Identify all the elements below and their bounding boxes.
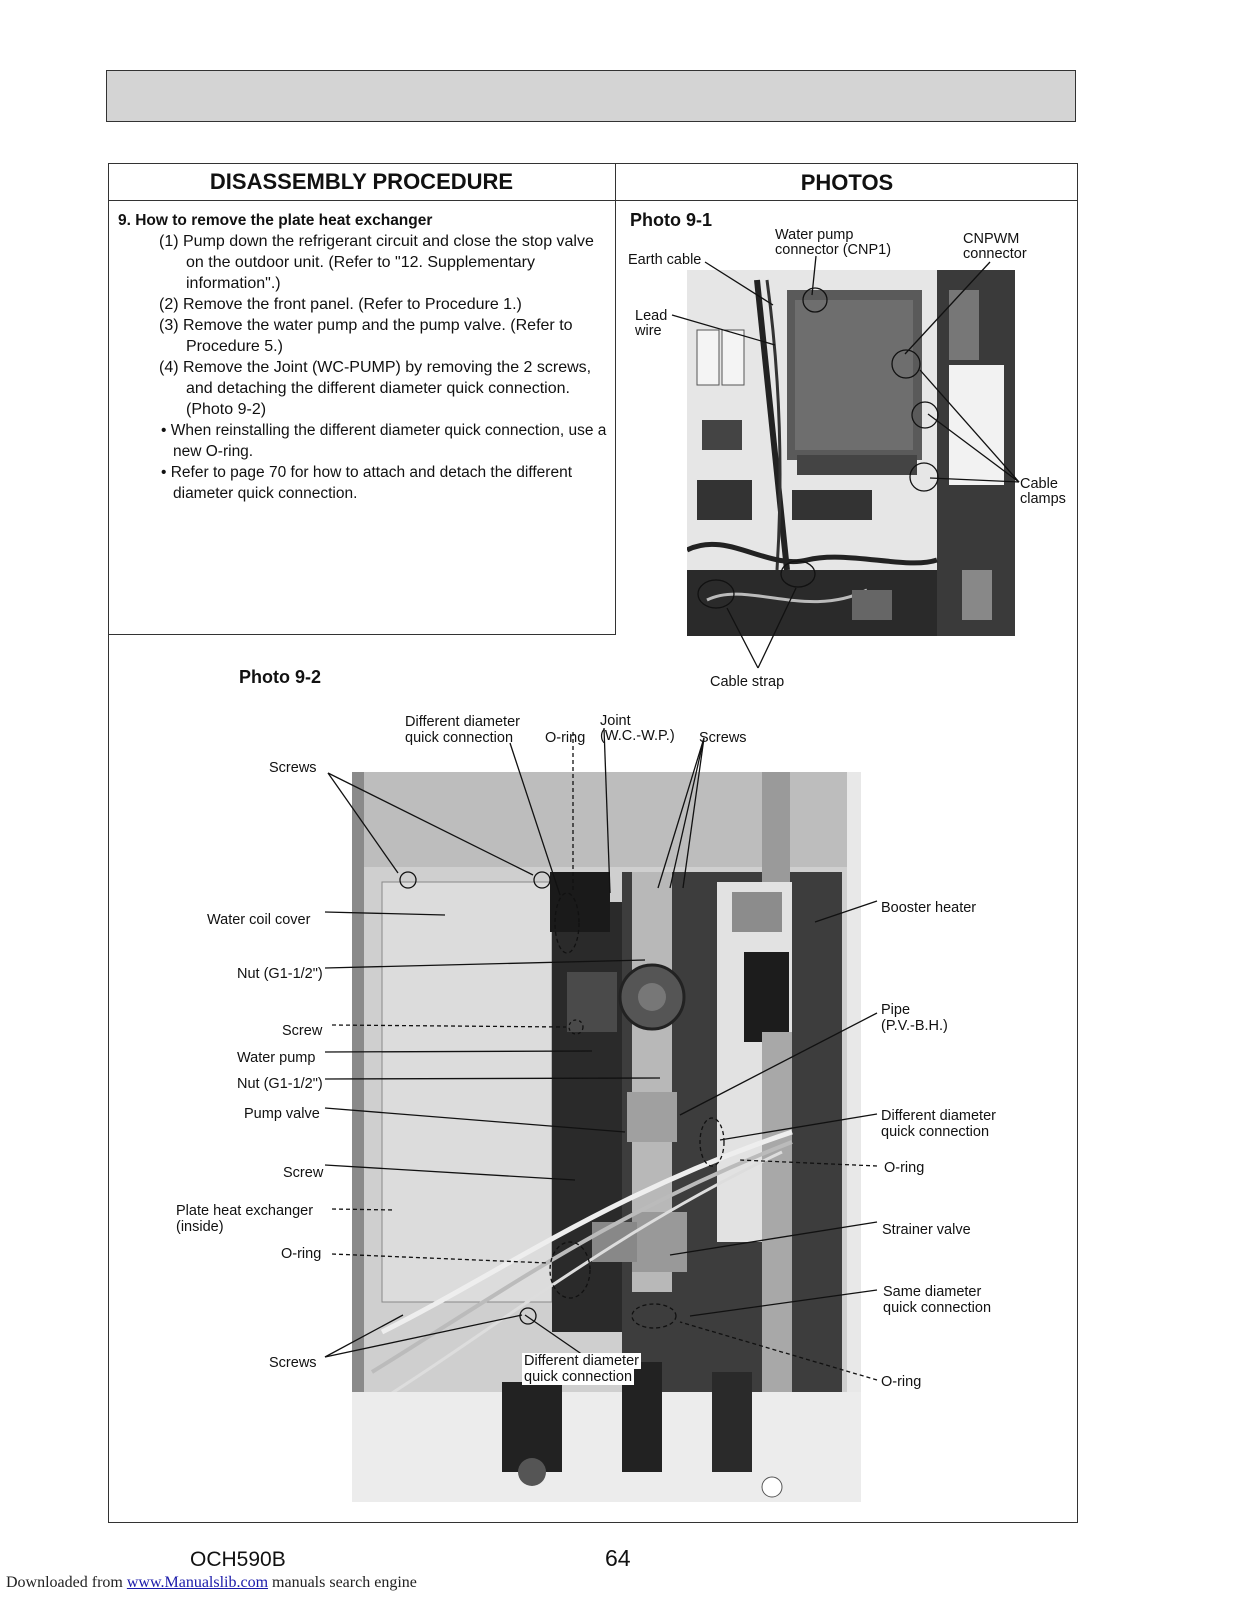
label-nut-1: Nut (G1-1/2") [237,966,323,982]
procedure-header: DISASSEMBLY PROCEDURE [108,163,616,201]
label-water-coil-cover: Water coil cover [207,912,311,928]
label-water-pump-connector: Water pump [775,227,854,243]
label-pipe: (P.V.-B.H.) [881,1018,948,1034]
label-screw-2: Screw [283,1165,324,1181]
label-oring-right-1: O-ring [884,1160,925,1176]
label-booster-heater: Booster heater [881,900,977,916]
photo2-title: Photo 9-2 [239,667,322,687]
label-cnpwm: connector [963,246,1027,262]
page-number: 64 [605,1545,631,1571]
label-screws-top: Screws [699,730,747,746]
label-screws-left-bottom: Screws [269,1355,317,1371]
photos-header: PHOTOS [616,163,1078,201]
label-nut-2: Nut (G1-1/2") [237,1076,323,1092]
label-oring-right-2: O-ring [881,1374,922,1390]
procedure-step: (4) Remove the Joint (WC-PUMP) by removing the 2 screws, and detaching the different diameter quick connection. (Photo 9-2) [159,359,592,418]
label-screws-left-top: Screws [269,760,317,776]
label-screw-1: Screw [282,1023,323,1039]
label-plate-heat-exchanger: Plate heat exchanger [176,1203,314,1219]
procedure-step: (3) Remove the water pump and the pump valve. (Refer to Procedure 5.) [159,317,573,355]
label-diff-dia-bottom: quick connection [524,1369,633,1385]
label-diff-dia-top: quick connection [405,730,514,746]
label-same-dia: quick connection [883,1300,992,1316]
download-prefix: Downloaded from [6,1574,127,1591]
procedure-step: (2) Remove the front panel. (Refer to Procedure 1.) [159,296,522,313]
label-water-pump-connector: connector (CNP1) [775,242,892,258]
label-joint: (W.C.-W.P.) [600,728,675,744]
label-oring-top: O-ring [545,730,586,746]
label-diff-dia-top: Different diameter [405,714,520,730]
label-pipe: Pipe [881,1002,911,1018]
label-water-pump: Water pump [237,1050,316,1066]
label-oring-left: O-ring [281,1246,322,1262]
label-joint: Joint [600,713,631,729]
label-lead-wire: wire [635,323,662,339]
label-lead-wire: Lead [635,308,668,324]
label-diff-dia-right: Different diameter [881,1108,996,1124]
procedure-bullet: • When reinstalling the different diameter quick connection, use a new O-ring. [161,422,607,460]
label-cable-strap: Cable strap [710,674,785,690]
photo1-title: Photo 9-1 [630,210,713,230]
procedure-title: 9. How to remove the plate heat exchanger [118,212,433,229]
label-earth-cable: Earth cable [628,252,702,268]
label-cable-clamps: Cable [1020,476,1058,492]
label-cable-clamps: clamps [1020,491,1066,507]
procedure-step: (1) Pump down the refrigerant circuit and close the stop valve on the outdoor unit. (Refer to "12. Supplementary information".) [159,233,594,292]
label-diff-dia-right: quick connection [881,1124,990,1140]
label-diff-dia-bottom: Different diameter [524,1353,639,1369]
label-plate-heat-exchanger: (inside) [176,1219,224,1235]
procedure-bullet: • Refer to page 70 for how to attach and detach the different diameter quick connection. [161,464,572,502]
download-link[interactable]: www.Manualslib.com [126,1574,269,1591]
model-code: OCH590B [190,1548,286,1571]
label-cnpwm: CNPWM [963,231,1020,247]
label-pump-valve: Pump valve [244,1106,320,1122]
download-note [6,1574,417,1592]
label-strainer-valve: Strainer valve [882,1222,971,1238]
label-same-dia: Same diameter [883,1284,982,1300]
download-suffix: manuals search engine [268,1574,417,1591]
